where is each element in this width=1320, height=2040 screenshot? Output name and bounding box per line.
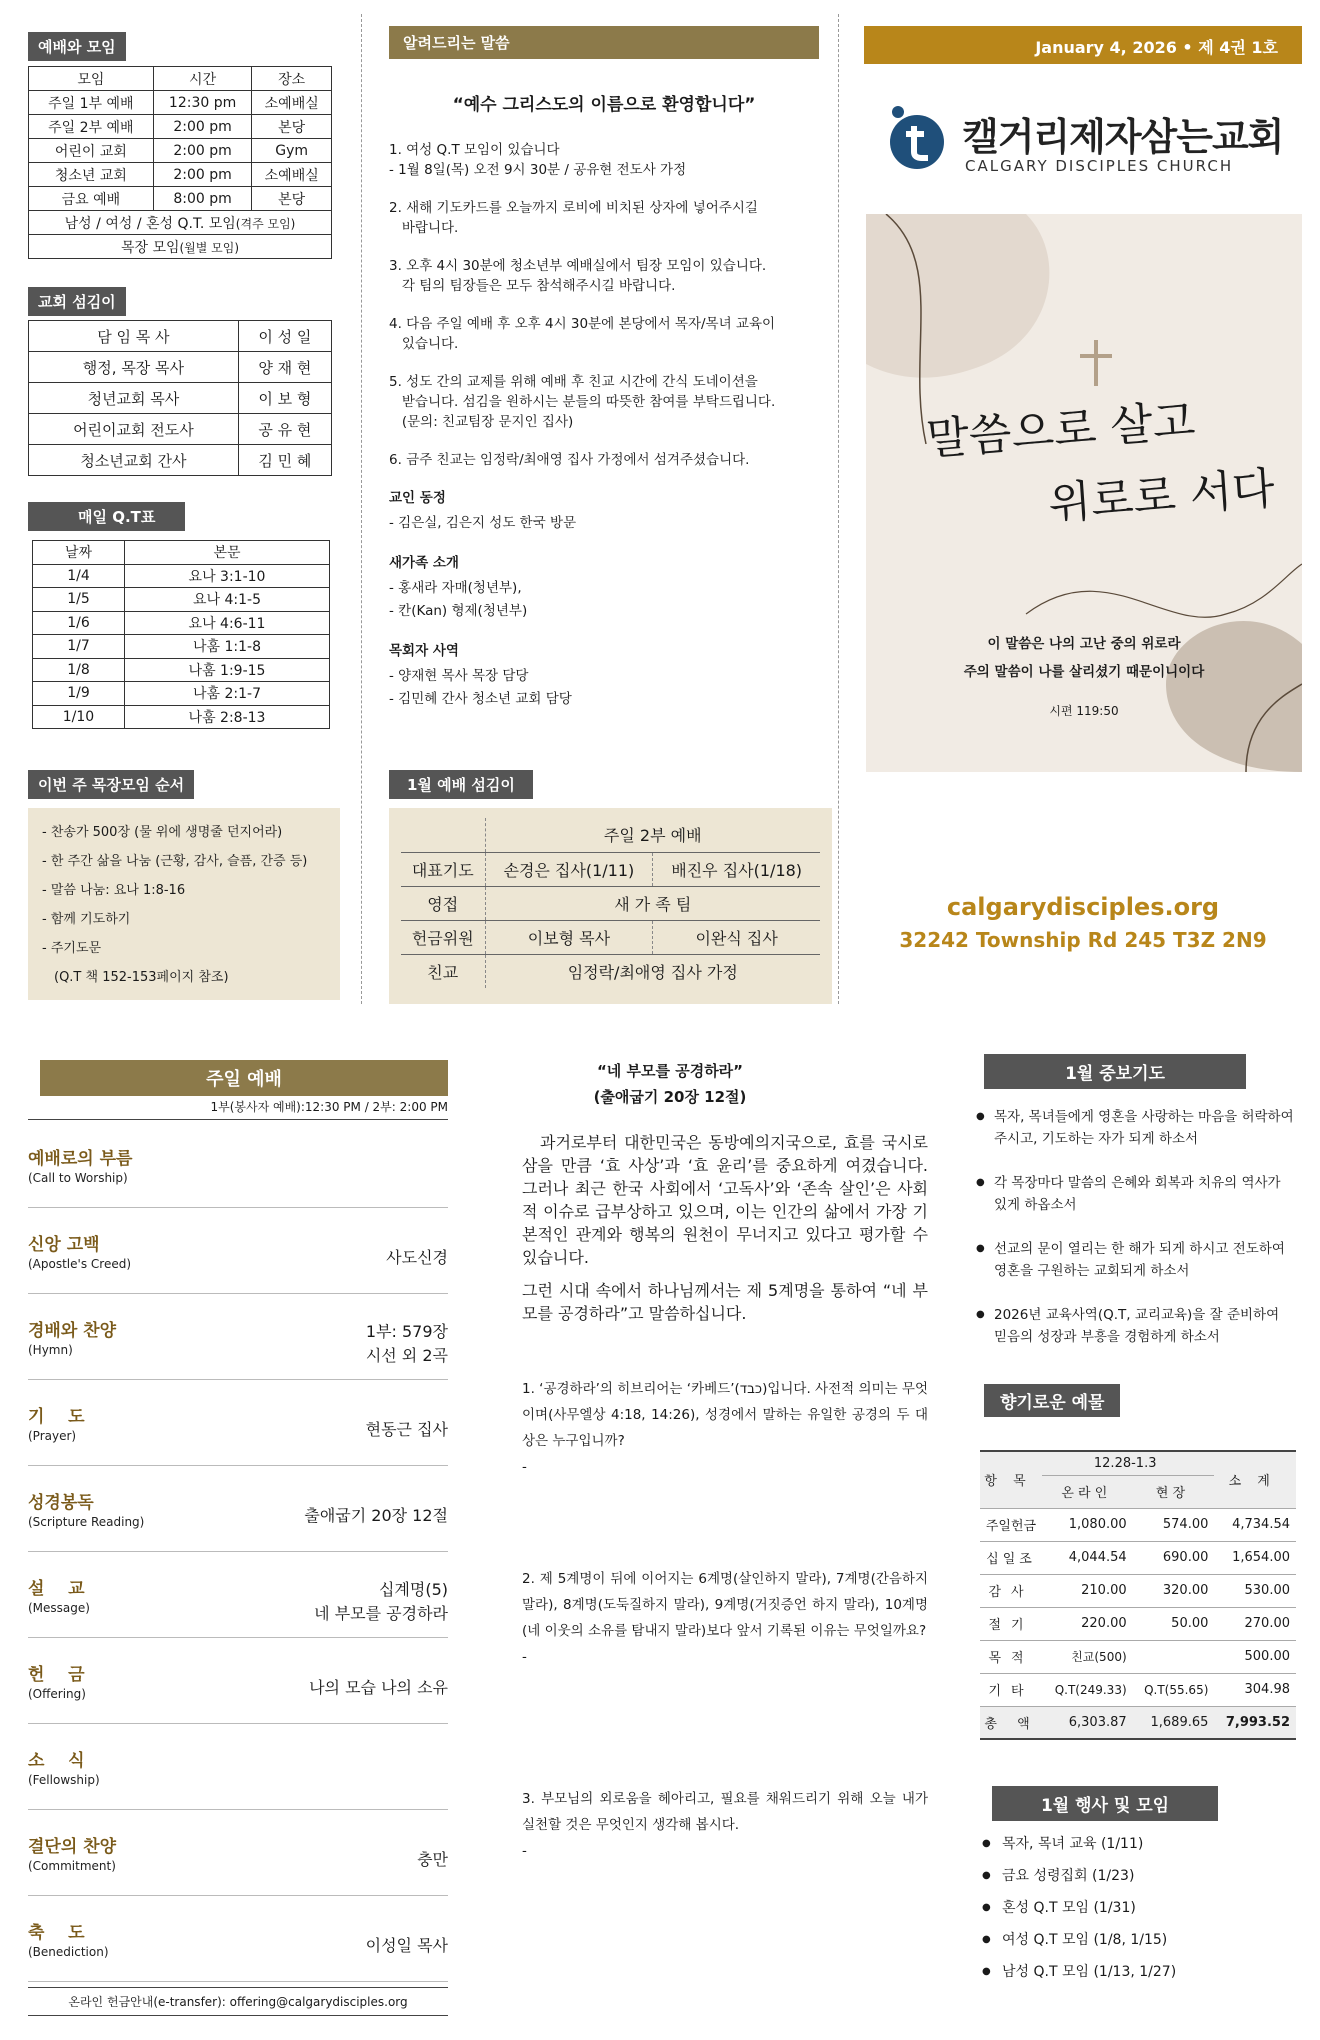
section-header: 주일 예배 <box>40 1060 448 1096</box>
cover-verse-line2: 주의 말씀이 나를 살리셨기 때문이니이다 <box>963 664 1205 680</box>
staff-table <box>28 320 332 476</box>
list-item: - 함께 기도하기 <box>42 912 131 927</box>
divider <box>838 14 839 1004</box>
announcement-line: - 칸(Kan) 형제(청년부) <box>389 603 528 619</box>
worship-item-name: 설 교 <box>28 1579 85 1599</box>
worship-item-name: 결단의 찬양 <box>28 1837 117 1857</box>
section-header: 1월 중보기도 <box>984 1054 1246 1089</box>
table-row: 1/6 요나 4:6-11 <box>33 611 330 635</box>
table-row: 목장 모임(월별 모임) <box>29 235 332 259</box>
worship-item-value: 이성일 목사 <box>365 1936 448 1955</box>
intercession-section <box>984 1054 1246 1089</box>
sermon-paragraph-2: 그런 시대 속에서 하나님께서는 제 5계명을 통하여 “네 부모를 공경하라”고 말씀하십니다. <box>522 1281 928 1323</box>
worship-item-english: (Fellowship) <box>28 1773 100 1787</box>
worship-item <box>28 1724 448 1810</box>
sermon-paragraph-1: 과거로부터 대한민국은 동방예의지국으로, 효를 국시로 삼을 만큼 ‘효 사상’과 ‘효 윤리’를 중요하게 여겼습니다. 그러나 최근 한국 사회에서 ‘고독사’와 ‘존속 살인’은 사회적 이슈로 급부상하고 있으며, 이는 인간의 삶에서 가장 기본적인 관계와 행복의 원천이 무너지고 있다고 평가할 수 있습니다. <box>522 1133 928 1267</box>
table-row: 어린이 교회 2:00 pm Gym <box>29 139 332 163</box>
worship-item <box>28 1810 448 1896</box>
announcement-line: 5. 성도 간의 교제를 위해 예배 후 친교 시간에 간식 도네이션을 <box>389 374 758 390</box>
list-item: ● 2026년 교육사역(Q.T, 교리교육)을 잘 준비하여 믿음의 성장과 부흥을 경험하게 하소서 <box>976 1304 1296 1348</box>
table-header: 모임 <box>29 67 154 91</box>
total-row: 총 액 6,303.87 1,689.65 7,993.52 <box>980 1706 1296 1739</box>
list-item: - 찬송가 500장 (물 위에 생명줄 던지어라) <box>42 825 283 840</box>
announcement-line: 2. 새해 기도카드를 오늘까지 로비에 비치된 상자에 넣어주시길 <box>389 200 758 216</box>
worship-item-english: (Scripture Reading) <box>28 1515 145 1529</box>
worship-item <box>28 1122 448 1208</box>
announcements-title: “예수 그리스도의 이름으로 환영합니다” <box>452 95 756 115</box>
announcement-line: 있습니다. <box>389 336 459 352</box>
worship-item-english: (Offering) <box>28 1687 86 1701</box>
announcement-line: 각 팀의 팀장들은 모두 참석해주시길 바랍니다. <box>389 278 676 294</box>
worship-section <box>40 1060 448 1096</box>
announcement-subheading: 목회자 사역 <box>389 643 459 659</box>
table-row: 대표기도 손경은 집사(1/11) 배진우 집사(1/18) <box>401 852 820 886</box>
table-row: 목적 친교(500) 500.00 <box>980 1640 1296 1673</box>
meetings-section <box>28 32 126 61</box>
table-row: 주일 2부 예배 2:00 pm 본당 <box>29 115 332 139</box>
cross-icon <box>1094 340 1098 386</box>
table-row: 1/10 나훔 2:8-13 <box>33 705 330 729</box>
section-header: 1월 예배 섬김이 <box>389 770 533 799</box>
worship-item-value: 사도신경 <box>386 1248 448 1267</box>
worship-times: 1부(봉사자 예배):12:30 PM / 2부: 2:00 PM <box>28 1098 448 1120</box>
worship-item-english: (Message) <box>28 1601 90 1615</box>
worship-item-value: 현동근 집사 <box>365 1420 448 1439</box>
section-header: 이번 주 목장모임 순서 <box>28 770 194 799</box>
table-row: 남성 / 여성 / 혼성 Q.T. 모임(격주 모임) <box>29 211 332 235</box>
worship-item-english: (Call to Worship) <box>28 1171 128 1185</box>
table-row: 절기 220.00 50.00 270.00 <box>980 1607 1296 1640</box>
table-row: 헌금위원 이보형 목사 이완식 집사 <box>401 920 820 954</box>
worship-item-value: 1부: 579장 시선 외 2곡 <box>365 1322 448 1365</box>
section-header: 매일 Q.T표 <box>28 502 185 531</box>
worship-item <box>28 1208 448 1294</box>
church-name-korean: 캘거리제자삼는교회 <box>962 115 1284 159</box>
service-name: 주일 2부 예배 <box>485 818 820 852</box>
cell-order-list <box>28 808 340 1000</box>
table-row: 청년교회 목사 이 보 형 <box>29 383 332 414</box>
worship-item-name: 소 식 <box>28 1751 85 1771</box>
announcement-line: 3. 오후 4시 30분에 청소년부 예배실에서 팀장 모임이 있습니다. <box>389 258 767 274</box>
announcement-line: 바랍니다. <box>389 220 459 236</box>
table-row: 담 임 목 사 이 성 일 <box>29 321 332 352</box>
worship-item-value: 출애굽기 20장 12절 <box>304 1506 448 1525</box>
announcement-line: - 홍새라 자매(청년부), <box>389 580 522 596</box>
worship-item <box>28 1552 448 1638</box>
offering-table: 항 목 12.28-1.3 소 계 온 라 인 현 장 주일헌금 1,080.00 574.00 4,734.54 십일조 4,044.54 690.00 1,654.00 감사 210.00 320.00 530.00 절기 220.00 50.00 270.00 목적 친교(500) 500.00 기타 Q.T(249.33) Q.T(55.65) 304.98 총 액 6,303.87 1,689.65 7,993.52 <box>980 1450 1296 1740</box>
sermon-title: “네 부모를 공경하라” <box>596 1062 744 1080</box>
table-row: 1/8 나훔 1:9-15 <box>33 658 330 682</box>
table-row: 1/9 나훔 2:1-7 <box>33 682 330 706</box>
announcement-line: - 양재현 목사 목장 담당 <box>389 668 529 684</box>
worship-item-english: (Commitment) <box>28 1859 116 1873</box>
announcement-line: 6. 금주 친교는 임정락/최애영 집사 가정에서 섬겨주셨습니다. <box>389 452 750 468</box>
intercession-list <box>976 1106 1296 1370</box>
table-row: 어린이교회 전도사 공 유 현 <box>29 414 332 445</box>
jan-servers-box <box>389 808 832 1004</box>
worship-item <box>28 1466 448 1552</box>
sermon-question-1: 1. ‘공경하라’의 히브리어는 ‘카베드’(כבד)입니다. 사전적 의미는 무엇이며(사무엘상 4:18, 14:26), 성경에서 말하는 유일한 공경의 두 대상은 누구입니까? - <box>522 1381 928 1475</box>
church-name-english: CALGARY DISCIPLES CHURCH <box>965 157 1234 175</box>
worship-item-name: 기 도 <box>28 1407 85 1427</box>
worship-item <box>28 1294 448 1380</box>
worship-item-name: 예배로의 부름 <box>28 1149 133 1169</box>
online-offering-info: 온라인 헌금안내(e-transfer): offering@calgarydisciples.org <box>28 1987 448 2016</box>
list-item: ● 선교의 문이 열리는 한 해가 되게 하시고 전도하여 영혼을 구원하는 교회되게 하소서 <box>976 1238 1296 1282</box>
sermon-question-2: 2. 제 5계명이 뒤에 이어지는 6계명(살인하지 말라), 7계명(간음하지 말라), 8계명(도둑질하지 말라), 9계명(거짓증언 하지 말라), 10계명(네 이웃의 소유를 탐내지 말라)보다 앞서 기록된 이유는 무엇일까요? - <box>522 1571 928 1665</box>
announcement-subheading: 교인 동정 <box>389 490 446 506</box>
list-item: ● 남성 Q.T 모임 (1/13, 1/27) <box>980 1956 1290 1988</box>
section-header: 1월 행사 및 모임 <box>992 1786 1218 1821</box>
table-row: 청소년교회 간사 김 민 혜 <box>29 445 332 476</box>
worship-item-name: 축 도 <box>28 1923 85 1943</box>
worship-item-name: 경배와 찬양 <box>28 1321 117 1341</box>
sermon-reference: (출애굽기 20장 12절) <box>593 1088 747 1106</box>
list-item: - 한 주간 삶을 나눔 (근황, 감사, 슬픔, 간증 등) <box>42 854 308 869</box>
church-logo-icon <box>888 104 946 170</box>
table-row: 감사 210.00 320.00 530.00 <box>980 1574 1296 1607</box>
table-row: 금요 예배 8:00 pm 본당 <box>29 187 332 211</box>
qt-section <box>28 502 185 531</box>
events-section <box>992 1786 1218 1821</box>
table-row: 청소년 교회 2:00 pm 소예배실 <box>29 163 332 187</box>
announcement-line: - 김민혜 간사 청소년 교회 담당 <box>389 691 572 707</box>
announcements-list <box>389 140 819 729</box>
church-address: 32242 Township Rd 245 T3Z 2N9 <box>899 928 1267 952</box>
table-row: 1/4 요나 3:1-10 <box>33 564 330 588</box>
announcement-line: 받습니다. 섬김을 원하시는 분들의 따뜻한 참여를 부탁드립니다. <box>389 394 776 410</box>
announcement-line: - 김은실, 김은지 성도 한국 방문 <box>389 515 577 531</box>
cover-card <box>866 214 1302 772</box>
list-item: - 주기도문 <box>42 941 102 956</box>
announcements-section <box>389 26 819 59</box>
announcement-line: 4. 다음 주일 예배 후 오후 4시 30분에 본당에서 목자/목녀 교육이 <box>389 316 776 332</box>
worship-item-value: 나의 모습 나의 소유 <box>309 1678 448 1697</box>
table-header: 날짜 <box>33 541 125 565</box>
worship-item-english: (Hymn) <box>28 1343 73 1357</box>
worship-item-value: 십계명(5) 네 부모를 공경하라 <box>314 1580 448 1623</box>
qt-table <box>32 540 330 729</box>
list-item: ● 금요 성령집회 (1/23) <box>980 1860 1290 1892</box>
section-header: 예배와 모임 <box>28 32 126 61</box>
date-bar: January 4, 2026 • 제 4권 1호 <box>864 26 1302 64</box>
worship-item-english: (Benediction) <box>28 1945 109 1959</box>
list-item: ● 목자, 목녀들에게 영혼을 사랑하는 마음을 허락하여 주시고, 기도하는 자가 되게 하소서 <box>976 1106 1296 1150</box>
table-header: 시간 <box>153 67 252 91</box>
table-row: 주일 1부 예배 12:30 pm 소예배실 <box>29 91 332 115</box>
list-item: ● 여성 Q.T 모임 (1/8, 1/15) <box>980 1924 1290 1956</box>
table-row: 기타 Q.T(249.33) Q.T(55.65) 304.98 <box>980 1673 1296 1706</box>
worship-item-english: (Apostle's Creed) <box>28 1257 132 1271</box>
table-row: 친교 임정락/최애영 집사 가정 <box>401 954 820 988</box>
table-row: 1/5 요나 4:1-5 <box>33 588 330 612</box>
announcement-line: - 1월 8일(목) 오전 9시 30분 / 공유현 전도사 가정 <box>389 162 687 178</box>
worship-item <box>28 1380 448 1466</box>
table-header: 본문 <box>125 541 330 565</box>
staff-section <box>28 287 126 316</box>
table-row: 행정, 목장 목사 양 재 현 <box>29 352 332 383</box>
worship-item-value: 충만 <box>417 1850 448 1869</box>
worship-item <box>28 1638 448 1724</box>
website-link[interactable]: calgarydisciples.org <box>946 893 1220 921</box>
announcement-line: (문의: 친교팀장 문지인 집사) <box>389 414 574 430</box>
meetings-table <box>28 66 332 259</box>
announcement-subheading: 새가족 소개 <box>389 555 459 571</box>
list-item: (Q.T 책 152-153페이지 참조) <box>54 970 229 985</box>
cover-title-line2: 위로로 서다 <box>1046 463 1277 530</box>
cover-verse-line1: 이 말씀은 나의 고난 중의 위로라 <box>987 636 1181 652</box>
list-item: ● 목자, 목녀 교육 (1/11) <box>980 1828 1290 1860</box>
worship-item <box>28 1896 448 1982</box>
section-header: 알려드리는 말씀 <box>389 26 819 59</box>
jan-servers-table <box>401 818 820 988</box>
sermon-question-3: 3. 부모님의 외로움을 헤아리고, 필요를 채워드리기 위해 오늘 내가 실천할 것은 무엇인지 생각해 봅시다. - <box>522 1791 928 1859</box>
table-row: 영접 새 가 족 팀 <box>401 886 820 920</box>
table-row: 십일조 4,044.54 690.00 1,654.00 <box>980 1541 1296 1574</box>
worship-item-name: 신앙 고백 <box>28 1235 100 1255</box>
table-row: 1/7 나훔 1:1-8 <box>33 635 330 659</box>
section-header: 향기로운 예물 <box>984 1384 1120 1417</box>
list-item: - 말씀 나눔: 요나 1:8-16 <box>42 883 186 898</box>
worship-item-name: 성경봉독 <box>28 1493 94 1513</box>
section-header: 교회 섬김이 <box>28 287 126 316</box>
list-item: ● 혼성 Q.T 모임 (1/31) <box>980 1892 1290 1924</box>
table-row: 주일헌금 1,080.00 574.00 4,734.54 <box>980 1508 1296 1541</box>
events-list <box>980 1828 1290 1988</box>
cover-verse-reference: 시편 119:50 <box>1049 704 1119 718</box>
announcement-line: 1. 여성 Q.T 모임이 있습니다 <box>389 142 560 158</box>
jan-servers-section <box>389 770 533 799</box>
worship-item-name: 헌 금 <box>28 1665 85 1685</box>
table-header: 장소 <box>252 67 332 91</box>
worship-item-english: (Prayer) <box>28 1429 77 1443</box>
divider <box>361 14 362 1004</box>
cell-order-section <box>28 770 194 799</box>
offering-section <box>984 1384 1120 1417</box>
list-item: ● 각 목장마다 말씀의 은혜와 회복과 치유의 역사가 있게 하옵소서 <box>976 1172 1296 1216</box>
cover-title-line1: 말씀으로 살고 <box>924 395 1197 466</box>
